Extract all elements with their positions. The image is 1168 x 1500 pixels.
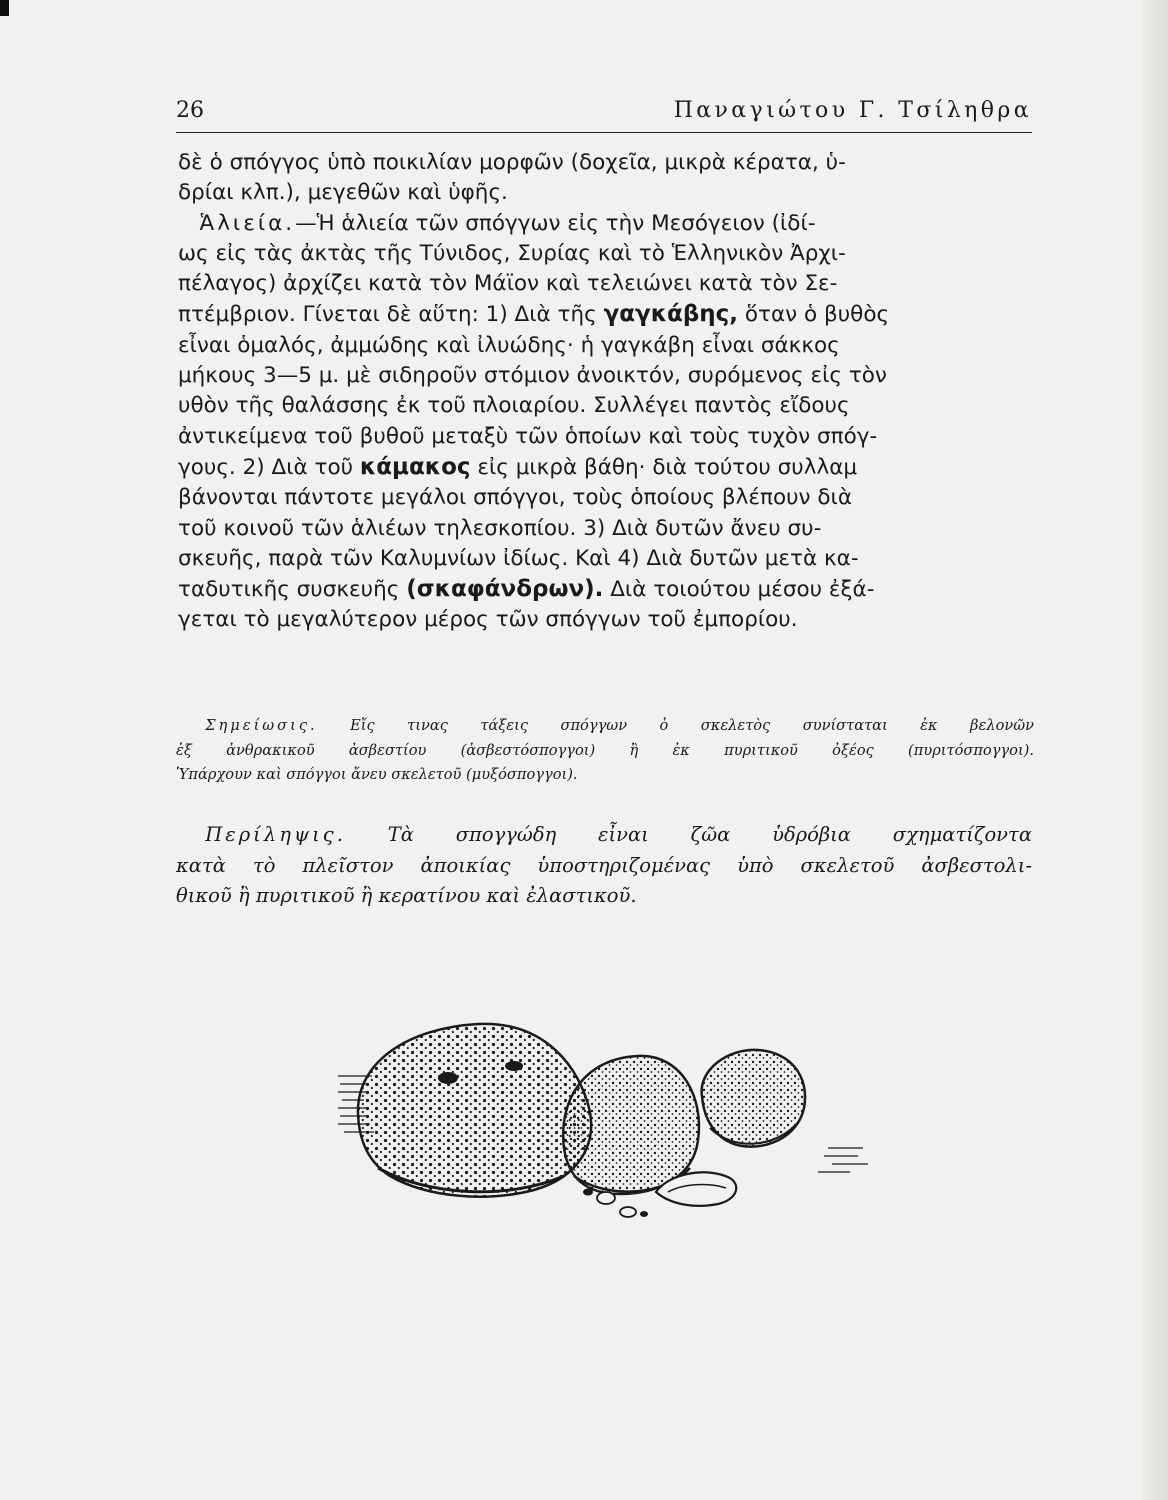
summary-line: Περίληψις. Τὰ σπογγώδη εἶναι ζῶα ὑδρόβια σχηματίζοντα — [205, 823, 1032, 846]
text-line: υθὸν τῆς θαλάσσης ἐκ τοῦ πλοιαρίου. Συλλέγει παντὸς εἴδους — [178, 393, 850, 419]
scan-corner-mark — [0, 0, 9, 16]
text-line: ταδυτικῆς συσκευῆς (σκαφάνδρων). Διὰ τοιούτου μέσου ἐξά- — [178, 576, 875, 603]
page-number: 26 — [176, 98, 204, 123]
summary-line: θικοῦ ἢ πυριτικοῦ ἢ κερατίνου καὶ ἐλαστικοῦ. — [176, 884, 637, 907]
summary-line: κατὰ τὸ πλεῖστον ἀποικίας ὑποστηριζομένας ὑπὸ σκελετοῦ ἀσβεστολι- — [176, 853, 1032, 877]
term-gangava: γαγκάβης, — [603, 301, 739, 328]
note-line: ἐξ ἀνθρακικοῦ ἀσβεστίου (ἀσβεστόσπογγοι) ἢ ἐκ πυριτικοῦ ὀξέος (πυριτόσπογγοι). — [176, 741, 1034, 759]
text-line: ἀντικείμενα τοῦ βυθοῦ μεταξὺ τῶν ὁποίων καὶ τοὺς τυχὸν σπόγ- — [178, 423, 878, 449]
term-skafandron: (σκαφάνδρων). — [406, 576, 604, 603]
section-heading-fishing: Ἁλιεία. — [199, 210, 296, 236]
page-edge-shadow — [1142, 0, 1168, 1500]
text-line: μήκους 3—5 μ. μὲ σιδηροῦν στόμιον ἀνοικτόν, συρόμενος εἰς τὸν — [178, 363, 887, 389]
sea-sponges-illustration-icon — [338, 1018, 878, 1224]
text-line: πτέμβριον. Γίνεται δὲ αὕτη: 1) Διὰ τῆς γαγκάβης, ὅταν ὁ βυθὸς — [178, 301, 890, 328]
text-line: Ἁλιεία.—Ἡ ἁλιεία τῶν σπόγγων εἰς τὴν Μεσόγειον (ἰδί- — [199, 210, 816, 236]
text-line: σκευῆς, παρὰ τῶν Καλυμνίων ἰδίως. Καὶ 4) Διὰ δυτῶν μετὰ κα- — [178, 545, 859, 571]
text-line: βάνονται πάντοτε μεγάλοι σπόγγοι, τοὺς ὁποίους βλέπουν διὰ — [178, 485, 852, 511]
summary-block — [176, 820, 1032, 912]
summary-heading: Περίληψις. — [205, 823, 346, 846]
text-line: ως εἰς τὰς ἀκτὰς τῆς Τύνιδος, Συρίας καὶ τὸ Ἑλληνικὸν Ἀρχι- — [178, 240, 846, 266]
text-line: τοῦ κοινοῦ τῶν ἁλιέων τηλεσκοπίου. 3) Διὰ δυτῶν ἄνευ συ- — [178, 515, 822, 541]
text-line: πέλαγος) ἀρχίζει κατὰ τὸν Μάϊον καὶ τελειώνει κατὰ τὸν Σε- — [178, 271, 838, 297]
page-header — [176, 98, 1032, 133]
note-heading: Σημείωσις. — [205, 717, 318, 734]
term-kamakos: κάμακος — [359, 453, 471, 480]
note-block — [176, 714, 1034, 788]
note-line: Ὑπάρχουν καὶ σπόγγοι ἄνευ σκελετοῦ (μυξόσπογγοι). — [176, 766, 578, 783]
text-line: δρίαι κλπ.), μεγεθῶν καὶ ὑφῆς. — [178, 180, 508, 206]
text-line: γους. 2) Διὰ τοῦ κάμακος εἰς μικρὰ βάθη· διὰ τούτου συλλαμ — [178, 453, 858, 480]
main-text — [178, 148, 1031, 636]
note-line: Σημείωσις. Εἴς τινας τάξεις σπόγγων ὁ σκελετὸς συνίσταται ἐκ βελονῶν — [205, 717, 1034, 734]
running-head: Παναγιώτου Γ. Τσίληθρα — [673, 98, 1032, 123]
text-line: δὲ ὁ σπόγγος ὑπὸ ποικιλίαν μορφῶν (δοχεῖα, μικρὰ κέρατα, ὑ- — [178, 150, 846, 175]
text-line: εἶναι ὁμαλός, ἀμμώδης καὶ ἰλυώδης· ἡ γαγκάβη εἶναι σάκκος — [178, 332, 840, 358]
text-line: γεται τὸ μεγαλύτερον μέρος τῶν σπόγγων τοῦ ἐμπορίου. — [178, 607, 798, 633]
